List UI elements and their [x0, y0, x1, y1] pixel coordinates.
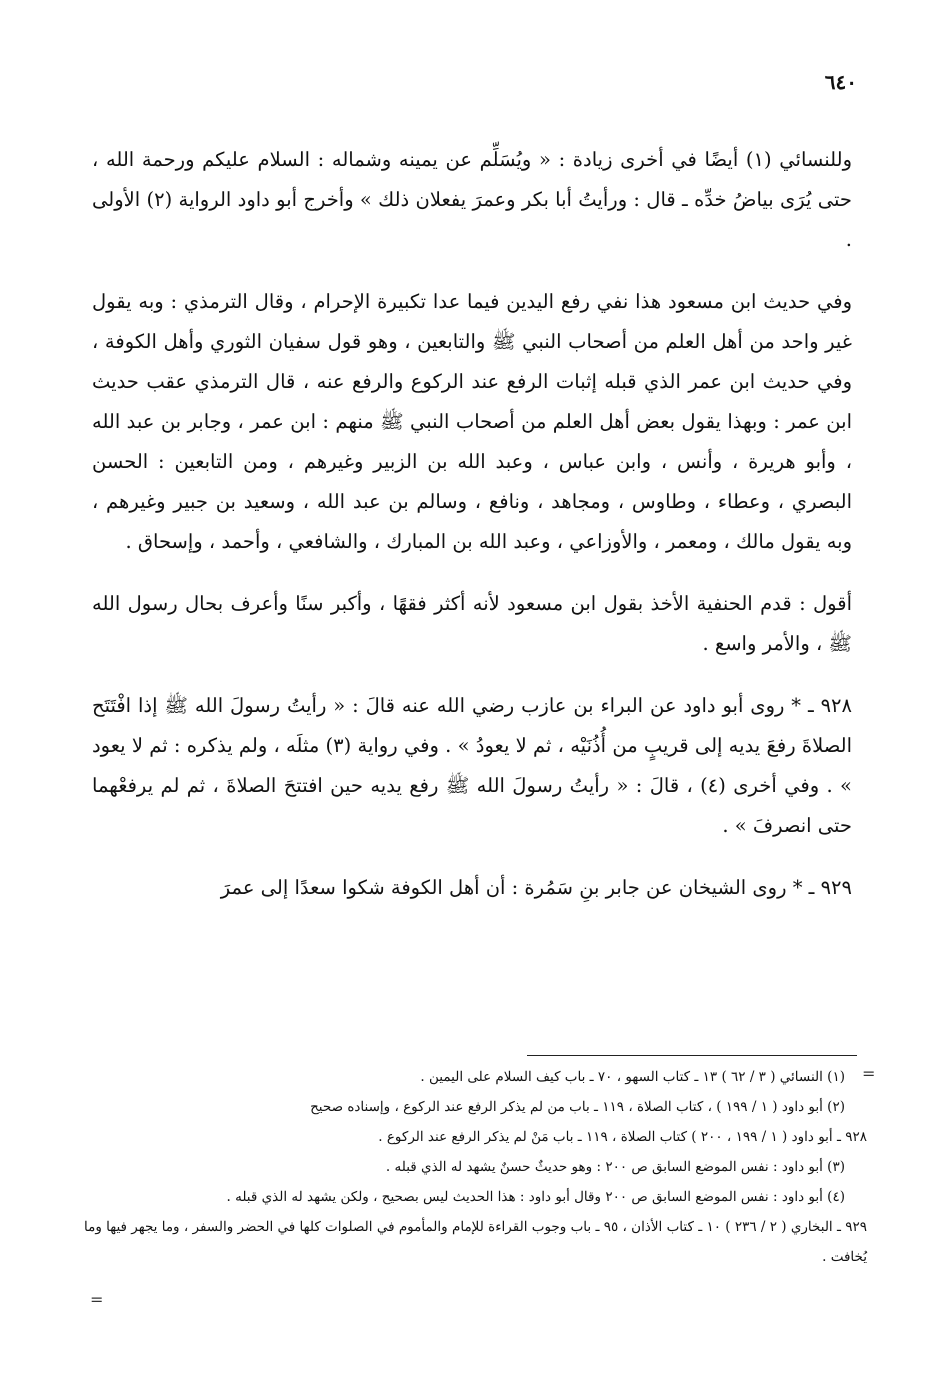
footnote-3: (٣) أبو داود : نفس الموضع السابق ص ٢٠٠ : وهو حديثٌ حسنٌ يشهد له الذي قبله .	[385, 1159, 845, 1175]
footnotes	[77, 1062, 867, 1272]
footnote-4: (٤) أبو داود : نفس الموضع السابق ص ٢٠٠ وقال أبو داود : هذا الحديث ليس بصحيح ، ولكن يشهد له الذي قبله .	[226, 1189, 845, 1205]
page-number: ٦٤٠	[824, 70, 857, 94]
paragraph-tirmidhi: وفي حديث ابن مسعود هذا نفي رفع اليدين فيما عدا تكبيرة الإحرام ، وقال الترمذي : وبه يقول غير واحد من أهل العلم من أصحاب النبي ﷺ والتابعين ، وهو قول سفيان الثوري وأهل الكوفة ، وفي حديث ابن عمر الذي قبله إثبات الرفع عند الركوع والرفع عنه ، قال الترمذي عقب حديث ابن عمر : وبهذا يقول بعض أهل العلم من أصحاب النبي ﷺ منهم : ابن عمر ، وجابر بن عبد الله ، وأبو هريرة ، وأنس ، وابن عباس ، وعبد الله بن الزبير وغيرهم ، ومن التابعين : الحسن البصري ، وعطاء ، وطاوس ، ومجاهد ، ونافع ، وسالم بن عبد الله ، وسعيد بن جبير وغيرهم ، وبه يقول مالك ، ومعمر ، والأوزاعي ، وعبد الله بن المبارك ، والشافعي ، وأحمد ، وإسحاق .	[92, 290, 852, 553]
hadith-928: ٩٢٨ ـ * روى أبو داود عن البراء بن عازب رضي الله عنه قالَ : « رأيتُ رسولَ الله ﷺ إذا افْتَتَح الصلاةَ رفعَ يديه إلى قريبٍ من أُذُنَيْه ، ثم لا يعودُ » . وفي رواية (٣) مثلَه ، ولم يذكره : ثم لا يعود » . وفي أخرى (٤) ، قالَ : « رأيتُ رسولَ الله ﷺ رفع يديه حين افتتحَ الصلاةَ ، ثم لم يرفعْهما حتى انصرفَ » .	[92, 694, 852, 837]
footnote-929: ٩٢٩ ـ البخاري ( ٢ / ٢٣٦ ) ١٠ ـ كتاب الأذان ، ٩٥ ـ باب وجوب القراءة للإمام والمأموم في الصلوات كلها في الحضر والسفر ، وما يجهر فيها وما يُخافت .	[83, 1219, 867, 1265]
footnote-928: ٩٢٨ ـ أبو داود ( ١ / ١٩٩ ، ٢٠٠ ) كتاب الصلاة ، ١١٩ ـ باب مَنْ لم يذكر الرفع عند الركوع .	[378, 1129, 867, 1145]
paragraph-nasai: وللنسائي (١) أيضًا في أخرى زيادة : « ويُسَلِّم عن يمينه وشماله : السلام عليكم ورحمة الله ، حتى يُرَى بياضُ خدِّه ـ قال : ورأيتُ أبا بكر وعمرَ يفعلان ذلك » وأخرج أبو داود الرواية (٢) الأولى .	[92, 148, 852, 251]
footnote-1: (١) النسائي ( ٣ / ٦٢ ) ١٣ ـ كتاب السهو ، ٧٠ ـ باب كيف السلام على اليمين .	[420, 1069, 845, 1085]
footnote-divider	[527, 1055, 857, 1056]
hadith-929: ٩٢٩ ـ * روى الشيخان عن جابر بنِ سَمُرة : أن أهل الكوفة شكوا سعدًا إلى عمرَ	[220, 876, 852, 899]
main-text	[92, 140, 852, 926]
footnote-mark-top: =	[862, 1064, 876, 1083]
footnote-mark-bottom: =	[90, 1290, 104, 1309]
paragraph-commentary: أقول : قدم الحنفية الأخذ بقول ابن مسعود لأنه أكثر فقهًا ، وأكبر سنًا وأعرف بحال رسول الله ﷺ ، والأمر واسع .	[92, 592, 852, 655]
footnote-2: (٢) أبو داود ( ١ / ١٩٩ ) ، كتاب الصلاة ، ١١٩ ـ باب من لم يذكر الرفع عند الركوع ، وإسناده صحيح	[310, 1099, 845, 1115]
